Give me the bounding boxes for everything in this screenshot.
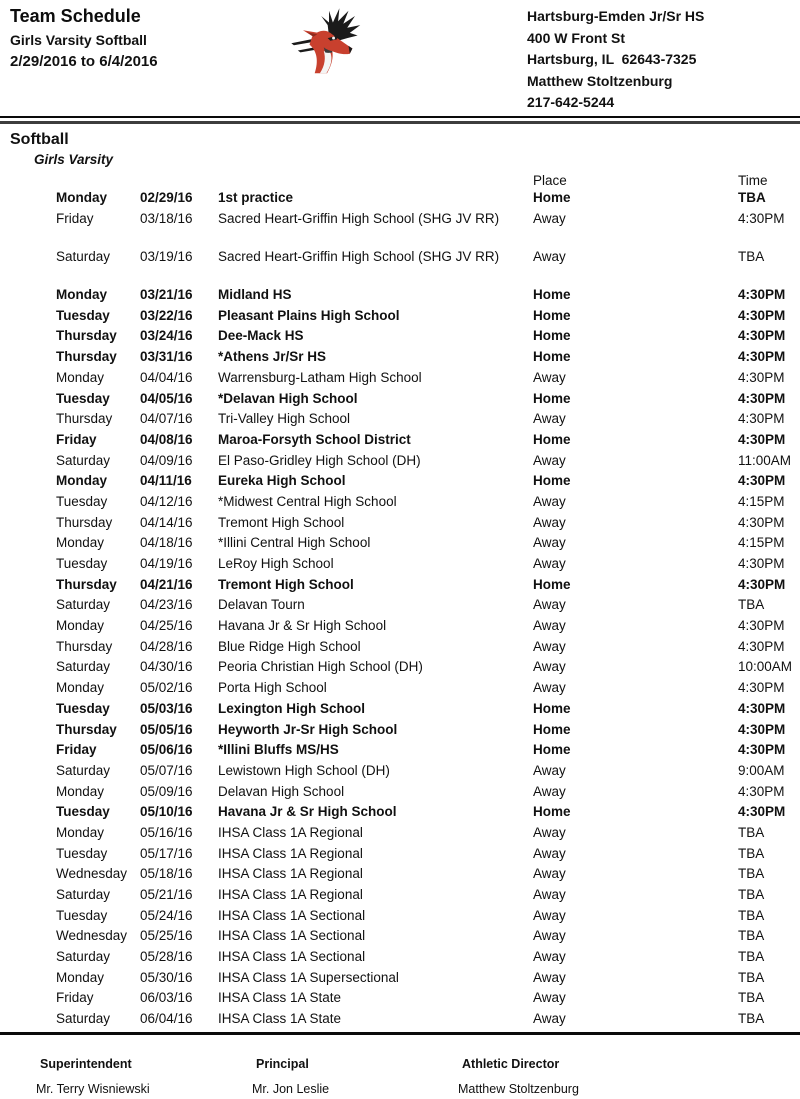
game-date: 04/19/16 (140, 556, 193, 571)
game-date: 03/21/16 (140, 287, 193, 303)
game-date: 05/30/16 (140, 969, 193, 985)
game-date: 03/19/16 (140, 248, 193, 264)
game-date: 05/17/16 (140, 845, 193, 861)
date-range: 2/29/2016 to 6/4/2016 (10, 53, 158, 70)
sport-heading: Softball (10, 131, 69, 148)
school-contact: Matthew Stoltzenburg (527, 72, 673, 89)
game-day: Monday (56, 783, 105, 799)
schedule-row (0, 513, 800, 534)
schedule-row (0, 864, 800, 885)
game-place: Away (533, 210, 566, 226)
game-date: 04/09/16 (140, 452, 193, 468)
role-name: Matthew Stoltzenburg (458, 1082, 579, 1096)
game-day: Monday (56, 535, 105, 551)
game-place: Home (533, 473, 571, 489)
game-place: Away (533, 659, 566, 675)
game-day: Tuesday (56, 907, 108, 923)
game-date: 04/08/16 (140, 431, 193, 447)
game-date: 04/21/16 (140, 576, 193, 592)
game-time: 4:30PM (738, 576, 786, 592)
game-place: Away (533, 514, 566, 530)
game-date: 05/24/16 (140, 907, 193, 923)
game-date: 03/24/16 (140, 328, 193, 344)
game-opponent: IHSA Class 1A State (218, 990, 342, 1006)
game-time: TBA (738, 824, 765, 840)
game-time: 4:30PM (738, 700, 786, 716)
schedule-row (0, 947, 800, 968)
game-opponent: Midland HS (218, 287, 292, 303)
game-opponent: *Delavan High School (218, 390, 358, 406)
schedule-rows (0, 188, 800, 1030)
footer-superintendent (36, 1057, 150, 1096)
team-subtitle: Girls Varsity Softball (10, 32, 147, 48)
game-date: 05/09/16 (140, 783, 193, 799)
game-time: 4:30PM (738, 369, 785, 385)
game-opponent: IHSA Class 1A Sectional (218, 949, 366, 965)
game-day: Monday (56, 824, 105, 840)
game-day: Tuesday (56, 556, 108, 571)
game-place: Away (533, 887, 566, 902)
game-date: 05/25/16 (140, 928, 193, 944)
game-place: Home (533, 576, 571, 592)
schedule-row (0, 844, 800, 865)
game-day: Monday (56, 969, 105, 985)
game-time: 4:30PM (738, 680, 785, 696)
game-time: 4:30PM (738, 804, 786, 820)
game-day: Tuesday (56, 493, 108, 509)
game-day: Thursday (56, 638, 113, 654)
game-time: 4:30PM (738, 618, 785, 634)
game-day: Tuesday (56, 845, 108, 861)
game-date: 05/03/16 (140, 700, 193, 716)
schedule-row (0, 533, 800, 554)
game-place: Away (533, 493, 566, 509)
game-day: Thursday (56, 721, 117, 737)
game-date: 04/12/16 (140, 493, 193, 509)
school-name: Hartsburg-Emden Jr/Sr HS (527, 8, 705, 24)
game-opponent: IHSA Class 1A Regional (218, 887, 363, 902)
game-day: Friday (56, 742, 97, 758)
game-day: Monday (56, 287, 108, 303)
schedule-row (0, 285, 800, 306)
game-date: 03/22/16 (140, 307, 193, 323)
game-time: TBA (738, 949, 765, 965)
game-day: Friday (56, 210, 94, 226)
game-date: 05/18/16 (140, 866, 193, 882)
school-address1: 400 W Front St (527, 29, 626, 46)
game-place: Home (533, 700, 571, 716)
game-date: 04/04/16 (140, 369, 193, 385)
game-time: 4:30PM (738, 638, 785, 654)
game-day: Thursday (56, 514, 113, 530)
schedule-row (0, 740, 800, 761)
game-time: TBA (738, 887, 765, 902)
game-time: 4:15PM (738, 493, 785, 509)
game-place: Home (533, 721, 571, 737)
game-opponent: *Midwest Central High School (218, 493, 397, 509)
game-opponent: Pleasant Plains High School (218, 307, 400, 323)
school-info-block (527, 6, 704, 114)
game-opponent: 1st practice (218, 190, 294, 205)
game-opponent: IHSA Class 1A Regional (218, 824, 363, 840)
game-opponent: Maroa-Forsyth School District (218, 431, 411, 447)
game-place: Home (533, 328, 571, 344)
schedule-row (0, 595, 800, 616)
schedule-row (0, 389, 800, 410)
schedule-row (0, 885, 800, 906)
game-place: Away (533, 1011, 566, 1027)
game-date: 05/21/16 (140, 887, 193, 902)
game-place: Away (533, 556, 566, 571)
game-date: 06/03/16 (140, 990, 193, 1006)
game-date: 04/18/16 (140, 535, 193, 551)
schedule-row (0, 326, 800, 347)
game-day: Monday (56, 190, 108, 205)
game-day: Friday (56, 431, 97, 447)
game-opponent: Delavan Tourn (218, 597, 305, 613)
game-place: Away (533, 783, 566, 799)
game-place: Away (533, 990, 566, 1006)
game-place: Away (533, 866, 566, 882)
footer-principal (252, 1057, 329, 1096)
game-day: Thursday (56, 349, 117, 365)
schedule-row (0, 761, 800, 782)
header-divider-line (0, 116, 800, 118)
game-date: 06/04/16 (140, 1011, 193, 1027)
game-place: Away (533, 597, 566, 613)
schedule-row (0, 451, 800, 472)
game-time: 4:30PM (738, 411, 785, 427)
game-place: Home (533, 349, 571, 365)
game-opponent: Tremont High School (218, 576, 354, 592)
schedule-row (0, 575, 800, 596)
game-time: TBA (738, 866, 765, 882)
game-opponent: Lewistown High School (DH) (218, 762, 390, 778)
team-level-heading: Girls Varsity (34, 152, 114, 167)
game-day: Thursday (56, 576, 117, 592)
game-time: TBA (738, 190, 766, 205)
game-day: Monday (56, 680, 105, 696)
game-date: 04/05/16 (140, 390, 193, 406)
game-opponent: Heyworth Jr-Sr High School (218, 721, 398, 737)
schedule-row (0, 906, 800, 927)
game-time: TBA (738, 1011, 765, 1027)
game-time: 4:30PM (738, 721, 786, 737)
game-opponent: Delavan High School (218, 783, 345, 799)
game-place: Away (533, 535, 566, 551)
game-place: Away (533, 762, 566, 778)
report-title-block (10, 6, 158, 70)
game-opponent: LeRoy High School (218, 556, 334, 571)
game-place: Away (533, 369, 566, 385)
schedule-row (0, 926, 800, 947)
game-place: Away (533, 907, 566, 923)
game-opponent: Havana Jr & Sr High School (218, 804, 397, 820)
game-opponent: Porta High School (218, 680, 327, 696)
role-title: Superintendent (40, 1057, 132, 1071)
game-place: Away (533, 638, 566, 654)
game-opponent: Sacred Heart-Griffin High School (SHG JV RR) (218, 210, 500, 226)
role-name: Mr. Jon Leslie (252, 1082, 330, 1096)
game-place: Home (533, 390, 571, 406)
game-place: Away (533, 411, 566, 427)
game-day: Tuesday (56, 804, 110, 820)
schedule-row (0, 347, 800, 368)
game-day: Saturday (56, 248, 111, 264)
game-time: 4:30PM (738, 431, 786, 447)
game-date: 04/25/16 (140, 618, 193, 634)
game-date: 04/28/16 (140, 638, 193, 654)
game-place: Home (533, 190, 571, 205)
game-date: 03/18/16 (140, 210, 193, 226)
game-opponent: *Illini Bluffs MS/HS (218, 742, 339, 758)
game-time: 4:30PM (738, 287, 786, 303)
game-opponent: IHSA Class 1A State (218, 1011, 342, 1027)
schedule-row (0, 782, 800, 803)
game-opponent: IHSA Class 1A Sectional (218, 928, 366, 944)
game-time: TBA (738, 907, 765, 923)
schedule-row (0, 492, 800, 513)
game-place: Away (533, 949, 566, 965)
header-divider-line-2 (0, 121, 800, 124)
game-day: Monday (56, 473, 108, 489)
game-opponent: Eureka High School (218, 473, 346, 489)
game-opponent: Peoria Christian High School (DH) (218, 659, 423, 675)
stag-mascot-logo-icon (290, 2, 368, 82)
schedule-row (0, 471, 800, 492)
game-place: Away (533, 680, 566, 696)
game-place: Home (533, 804, 571, 820)
game-opponent: Blue Ridge High School (218, 638, 361, 654)
game-opponent: El Paso-Gridley High School (DH) (218, 452, 421, 468)
game-day: Saturday (56, 1011, 111, 1027)
game-date: 04/23/16 (140, 597, 193, 613)
schedule-header-row (0, 173, 800, 188)
game-opponent: *Illini Central High School (218, 535, 371, 551)
schedule-row (0, 802, 800, 823)
footer-athletic-director (458, 1057, 579, 1096)
game-date: 05/02/16 (140, 680, 193, 696)
schedule-row (0, 306, 800, 327)
game-date: 05/07/16 (140, 762, 193, 778)
game-time: 4:30PM (738, 742, 786, 758)
game-place: Away (533, 248, 566, 264)
schedule-row (0, 209, 800, 230)
role-title: Principal (256, 1057, 309, 1071)
game-time: 4:30PM (738, 473, 786, 489)
role-title: Athletic Director (462, 1057, 560, 1071)
game-place: Away (533, 452, 566, 468)
game-day: Tuesday (56, 390, 110, 406)
game-day: Monday (56, 618, 105, 634)
game-day: Wednesday (56, 866, 128, 882)
page-title: Team Schedule (10, 6, 141, 26)
game-place: Home (533, 431, 571, 447)
footer-divider-line (0, 1032, 800, 1035)
game-place: Away (533, 969, 566, 985)
schedule-row (0, 657, 800, 678)
game-time: 4:30PM (738, 210, 785, 226)
game-day: Saturday (56, 452, 111, 468)
game-time: 4:30PM (738, 514, 785, 530)
game-time: 9:00AM (738, 762, 785, 778)
game-time: TBA (738, 990, 765, 1006)
game-time: 4:30PM (738, 307, 786, 323)
column-header-time: Time (738, 173, 768, 188)
game-opponent: *Athens Jr/Sr HS (218, 349, 327, 365)
game-time: 4:30PM (738, 349, 786, 365)
game-date: 04/14/16 (140, 514, 193, 530)
game-time: TBA (738, 969, 765, 985)
game-place: Away (533, 824, 566, 840)
school-phone: 217-642-5244 (527, 94, 615, 110)
schedule-row (0, 430, 800, 451)
schedule-row (0, 616, 800, 637)
game-date: 02/29/16 (140, 190, 193, 205)
game-opponent: Tremont High School (218, 514, 345, 530)
game-time: 10:00AM (738, 659, 793, 675)
schedule-table (0, 173, 800, 1030)
game-day: Saturday (56, 887, 111, 902)
schedule-row (0, 368, 800, 389)
game-time: 4:15PM (738, 535, 785, 551)
game-opponent: Havana Jr & Sr High School (218, 618, 387, 634)
schedule-row (0, 720, 800, 741)
game-date: 05/10/16 (140, 804, 193, 820)
game-time: TBA (738, 845, 765, 861)
game-place: Home (533, 287, 571, 303)
game-opponent: IHSA Class 1A Supersectional (218, 969, 399, 985)
game-opponent: Dee-Mack HS (218, 328, 304, 344)
game-place: Home (533, 307, 571, 323)
school-address2: Hartsburg, IL 62643-7325 (527, 51, 697, 67)
game-opponent: Sacred Heart-Griffin High School (SHG JV RR) (218, 248, 500, 264)
game-day: Saturday (56, 597, 111, 613)
schedule-row (0, 1009, 800, 1030)
game-time: TBA (738, 597, 765, 613)
game-time: 4:30PM (738, 328, 786, 344)
schedule-row (0, 637, 800, 658)
game-day: Monday (56, 369, 105, 385)
schedule-row (0, 188, 800, 209)
game-opponent: Warrensburg-Latham High School (218, 369, 422, 385)
role-name: Mr. Terry Wisniewski (36, 1082, 150, 1096)
game-day: Saturday (56, 949, 111, 965)
game-day: Tuesday (56, 307, 110, 323)
game-day: Tuesday (56, 700, 110, 716)
game-opponent: IHSA Class 1A Regional (218, 845, 363, 861)
game-place: Away (533, 928, 566, 944)
game-opponent: Tri-Valley High School (218, 411, 351, 427)
game-place: Away (533, 845, 566, 861)
game-date: 03/31/16 (140, 349, 193, 365)
game-day: Saturday (56, 659, 111, 675)
game-place: Home (533, 742, 571, 758)
game-time: TBA (738, 928, 765, 944)
game-day: Thursday (56, 328, 117, 344)
game-date: 05/28/16 (140, 949, 193, 965)
game-day: Saturday (56, 762, 111, 778)
game-day: Thursday (56, 411, 113, 427)
game-time: 4:30PM (738, 783, 785, 799)
game-date: 05/16/16 (140, 824, 193, 840)
game-date: 04/07/16 (140, 411, 193, 427)
schedule-row (0, 823, 800, 844)
schedule-row (0, 678, 800, 699)
column-header-place: Place (533, 173, 567, 188)
game-date: 05/05/16 (140, 721, 193, 737)
game-date: 04/11/16 (140, 473, 192, 489)
schedule-row (0, 699, 800, 720)
game-place: Away (533, 618, 566, 634)
schedule-row (0, 988, 800, 1009)
schedule-row (0, 554, 800, 575)
schedule-row (0, 247, 800, 268)
game-day: Wednesday (56, 928, 128, 944)
game-time: 4:30PM (738, 390, 786, 406)
game-opponent: IHSA Class 1A Regional (218, 866, 363, 882)
game-opponent: Lexington High School (218, 700, 365, 716)
game-time: TBA (738, 248, 765, 264)
game-date: 05/06/16 (140, 742, 193, 758)
schedule-row (0, 409, 800, 430)
game-time: 11:00AM (738, 452, 792, 468)
game-day: Friday (56, 990, 94, 1006)
game-date: 04/30/16 (140, 659, 193, 675)
schedule-row (0, 968, 800, 989)
game-opponent: IHSA Class 1A Sectional (218, 907, 366, 923)
game-time: 4:30PM (738, 556, 785, 571)
